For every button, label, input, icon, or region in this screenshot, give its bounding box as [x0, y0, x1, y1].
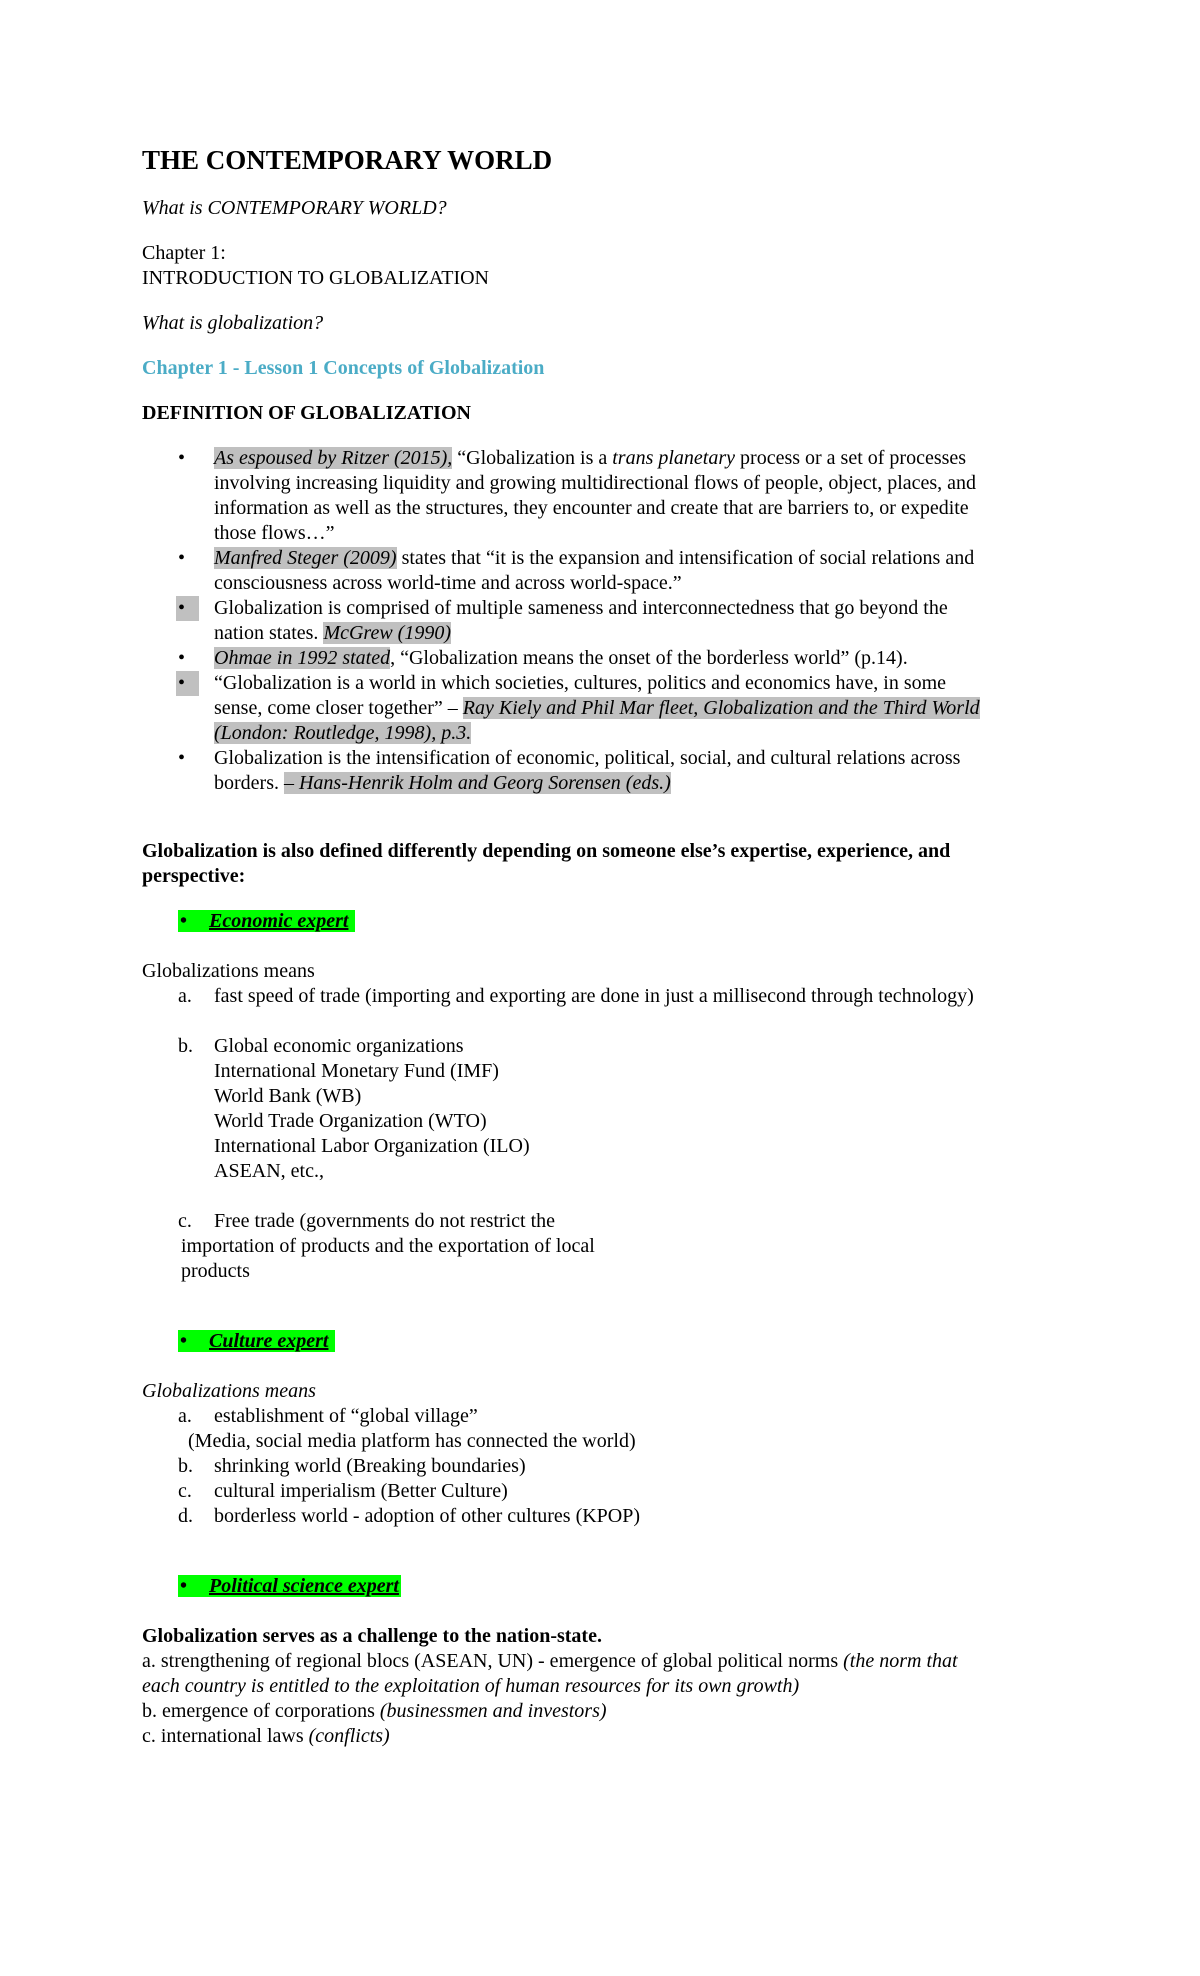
list-item: [142, 596, 1072, 646]
citation: (London: Routledge, 1998), p.3.: [214, 722, 472, 744]
list-marker: a.: [178, 1405, 192, 1427]
org-item: ASEAN, etc.,: [214, 1160, 324, 1182]
text: consciousness across world-time and across world-space.”: [214, 572, 682, 594]
text: Globalization is comprised of multiple sameness and interconnectedness that go beyond the: [214, 597, 948, 619]
economic-item-c-cont: products: [181, 1260, 250, 1282]
list-marker: c.: [178, 1210, 192, 1232]
org-item: World Bank (WB): [214, 1085, 362, 1107]
list-marker: d.: [178, 1505, 193, 1527]
text: b. emergence of corporations: [142, 1700, 380, 1722]
economic-means: Globalizations means: [142, 960, 315, 982]
culture-item-a-sub: (Media, social media platform has connected the world): [188, 1430, 636, 1452]
bullet-icon: •: [180, 1575, 188, 1597]
bullet-icon: •: [178, 447, 186, 469]
economic-expert-label: [178, 909, 355, 934]
chapter-title: INTRODUCTION TO GLOBALIZATION: [142, 267, 490, 289]
text: a. strengthening of regional blocs (ASEAN, UN) - emergence of global political norms: [142, 1650, 844, 1672]
bullet-icon: •: [180, 910, 188, 932]
label: Economic expert: [209, 910, 349, 932]
bullet-icon: •: [178, 747, 186, 769]
culture-item-c: cultural imperialism (Better Culture): [214, 1480, 508, 1502]
text: (businessmen and investors): [379, 1700, 607, 1722]
definitions-list: [142, 446, 1072, 796]
economic-item-c: Free trade (governments do not restrict the: [214, 1210, 555, 1232]
org-item: World Trade Organization (WTO): [214, 1110, 487, 1132]
text: process or a set of processes: [735, 447, 967, 469]
bullet-icon: •: [180, 1330, 188, 1352]
culture-expert-label: [178, 1329, 335, 1354]
label: Political science expert: [209, 1575, 399, 1597]
text: c. international laws: [142, 1725, 309, 1747]
citation: As espoused by Ritzer (2015),: [214, 447, 453, 469]
definition-heading: DEFINITION OF GLOBALIZATION: [142, 402, 471, 424]
text: nation states.: [214, 622, 324, 644]
culture-item-d: borderless world - adoption of other cultures (KPOP): [214, 1505, 641, 1527]
political-item-c: [142, 1724, 390, 1749]
lesson-heading: Chapter 1 - Lesson 1 Concepts of Globalization: [142, 357, 545, 379]
citation: McGrew (1990): [323, 622, 451, 644]
text: “Globalization is a world in which societies, cultures, politics and economics have, in some: [214, 672, 947, 694]
text: states that “it is the expansion and intensification of social relations and: [396, 547, 975, 569]
text: those flows…”: [214, 522, 335, 544]
economic-item-b: Global economic organizations: [214, 1035, 464, 1057]
perspective-heading-cont: perspective:: [142, 865, 246, 887]
list-marker: b.: [178, 1035, 193, 1057]
bullet-icon: •: [176, 596, 199, 621]
culture-item-a: establishment of “global village”: [214, 1405, 478, 1427]
political-item-a-cont: each country is entitled to the exploitation of human resources for its own growth): [142, 1675, 800, 1697]
culture-means: Globalizations means: [142, 1380, 316, 1402]
org-item: International Monetary Fund (IMF): [214, 1060, 499, 1082]
list-item: [142, 671, 1072, 746]
perspective-heading: Globalization is also defined differently depending on someone else’s expertise, experience, and: [142, 840, 951, 862]
text: borders.: [214, 772, 284, 794]
political-heading: Globalization serves as a challenge to the nation-state.: [142, 1625, 602, 1647]
list-item: [142, 646, 1072, 671]
list-item: [142, 746, 1072, 796]
citation: Manfred Steger (2009): [214, 547, 397, 569]
question-globalization: What is globalization?: [142, 312, 324, 334]
political-item-a: [142, 1649, 958, 1674]
citation: Ohmae in 1992 stated: [214, 647, 391, 669]
question-contemporary: What is CONTEMPORARY WORLD?: [142, 197, 447, 219]
list-marker: b.: [178, 1455, 193, 1477]
list-item: [142, 546, 1072, 596]
economic-item-a: fast speed of trade (importing and exporting are done in just a millisecond through technology): [214, 985, 974, 1007]
bullet-icon: •: [178, 547, 186, 569]
political-expert-label: [178, 1574, 401, 1599]
chapter-label: Chapter 1:: [142, 242, 226, 264]
bullet-icon: •: [176, 671, 199, 696]
political-item-b: [142, 1699, 607, 1724]
list-item: [142, 446, 1072, 546]
list-marker: a.: [178, 985, 192, 1007]
economic-item-c-cont: importation of products and the exportation of local: [181, 1235, 595, 1257]
citation: Ray Kiely and Phil Mar fleet, Globalization and the Third World: [462, 697, 980, 719]
text: information as well as the structures, they encounter and create that are barriers to, or expedite: [214, 497, 969, 519]
text: trans planetary: [612, 447, 736, 469]
text: sense, come closer together” –: [214, 697, 463, 719]
culture-item-b: shrinking world (Breaking boundaries): [214, 1455, 526, 1477]
citation: – Hans-Henrik Holm and Georg Sorensen (eds.): [283, 772, 671, 794]
document-title: THE CONTEMPORARY WORLD: [142, 145, 553, 175]
text: , “Globalization means the onset of the borderless world” (p.14).: [390, 647, 908, 669]
label: Culture expert: [209, 1330, 329, 1352]
text: (the norm that: [843, 1650, 958, 1672]
text: Globalization is the intensification of economic, political, social, and cultural relations across: [214, 747, 961, 769]
text: involving increasing liquidity and growing multidirectional flows of people, object, places, and: [214, 472, 977, 494]
text: “Globalization is a: [452, 447, 613, 469]
org-item: International Labor Organization (ILO): [214, 1135, 530, 1157]
text: (conflicts): [308, 1725, 390, 1747]
list-marker: c.: [178, 1480, 192, 1502]
bullet-icon: •: [178, 647, 186, 669]
